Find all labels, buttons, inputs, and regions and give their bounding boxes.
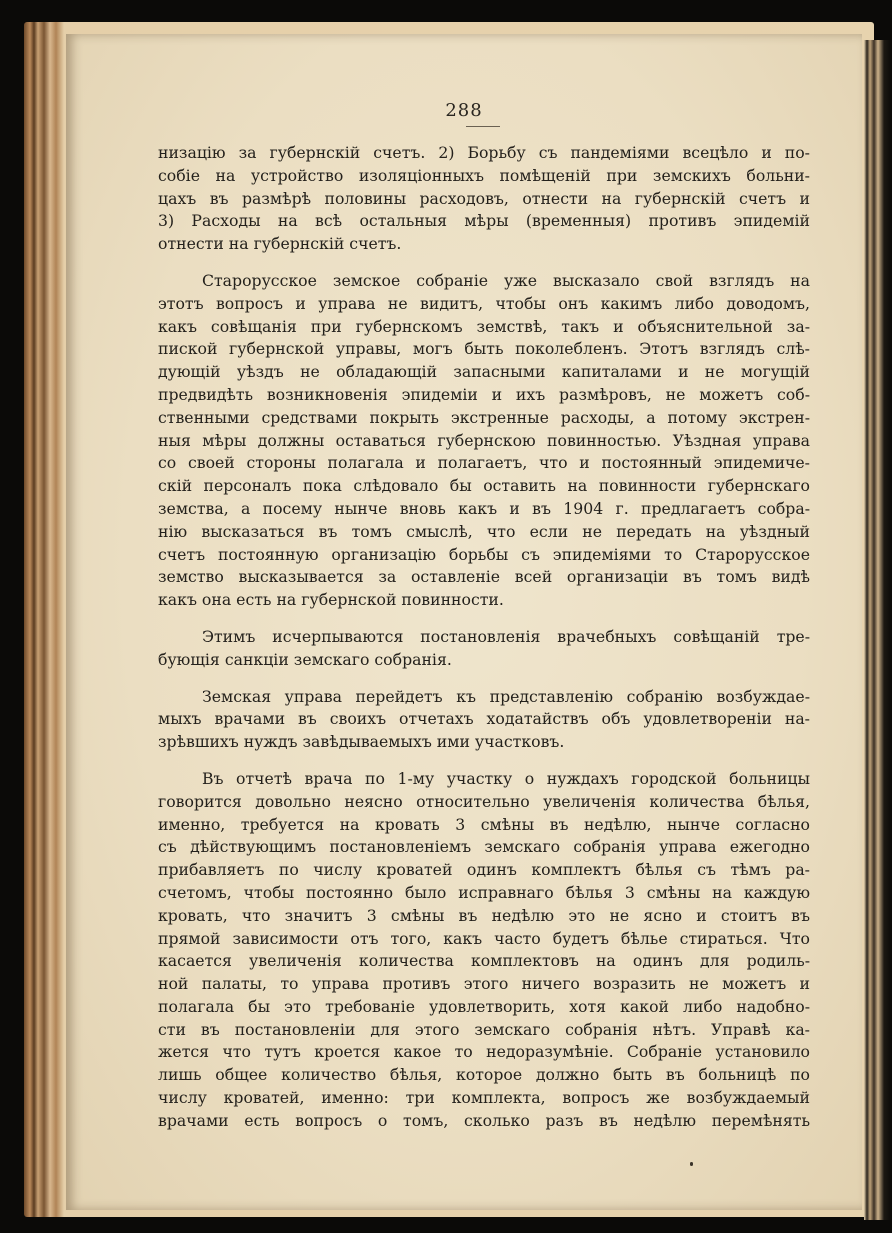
text-line: нію высказаться въ томъ смыслѣ, что если не передать на уѣздный bbox=[158, 521, 810, 541]
text-line: прибавляетъ по числу кроватей одинъ комплектъ бѣлья съ тѣмъ ра- bbox=[158, 860, 810, 880]
text-line: пиской губернской управы, могъ быть поколебленъ. Этотъ взглядъ слѣ- bbox=[158, 339, 810, 359]
text-line: касается увеличенія количества комплектовъ на одинъ для родиль- bbox=[158, 951, 810, 971]
text-line: скій персоналъ пока слѣдовало бы оставить на повинности губернскаго bbox=[158, 476, 810, 496]
text-line: мыхъ врачами въ своихъ отчетахъ ходатайствъ объ удовлетвореніи на- bbox=[158, 709, 810, 729]
text-line: земства, а посему нынче вновь какъ и въ 1904 г. предлагаетъ собра- bbox=[158, 498, 810, 518]
text-line: отнести на губернскій счетъ. bbox=[158, 234, 402, 254]
text-line: прямой зависимости отъ того, какъ часто будетъ бѣлье стираться. Что bbox=[158, 928, 810, 948]
ink-speck bbox=[690, 1162, 693, 1166]
text-line: собіе на устройство изоляціонныхъ помѣщеній при земскихъ больни- bbox=[158, 165, 810, 185]
text-line: кровать, что значитъ 3 смѣны въ недѣлю это не ясно и стоитъ въ bbox=[158, 905, 810, 925]
paragraph bbox=[158, 768, 810, 1133]
text-line: 3) Расходы на всѣ остальныя мѣры (временныя) противъ эпидемій bbox=[158, 211, 810, 231]
body-text bbox=[158, 142, 810, 1133]
text-line: Старорусское земское собраніе уже высказало свой взглядъ на bbox=[202, 270, 810, 290]
paragraph bbox=[158, 626, 810, 672]
paragraph bbox=[158, 142, 810, 256]
text-line: ственными средствами покрыть экстренные расходы, а потому экстрен- bbox=[158, 407, 810, 427]
text-line: дующій уѣздъ не обладающій запасными капиталами и не могущій bbox=[158, 362, 810, 382]
text-line: говорится довольно неясно относительно увеличенія количества бѣлья, bbox=[158, 791, 810, 811]
paragraph bbox=[158, 686, 810, 754]
text-line: низацію за губернскій счетъ. 2) Борьбу съ пандеміями всецѣло и по- bbox=[158, 143, 810, 162]
text-line: лишь общее количество бѣлья, которое должно быть въ больницѣ по bbox=[158, 1065, 810, 1085]
text-line: числу кроватей, именно: три комплекта, вопросъ же возбуждаемый bbox=[158, 1088, 810, 1108]
book-right-edge bbox=[864, 40, 892, 1220]
text-line: какъ она есть на губернской повинности. bbox=[158, 590, 504, 610]
text-line: полагала бы это требованіе удовлетворить, хотя какой либо надобно- bbox=[158, 996, 810, 1016]
text-line: этотъ вопросъ и управа не видитъ, чтобы онъ какимъ либо доводомъ, bbox=[158, 293, 810, 313]
text-line: ныя мѣры должны оставаться губернскою повинностью. Уѣздная управа bbox=[158, 430, 810, 450]
text-line: счетъ постоянную организацію борьбы съ эпидеміями то Старорусское bbox=[158, 544, 810, 564]
text-line: именно, требуется на кровать 3 смѣны въ недѣлю, нынче согласно bbox=[158, 814, 810, 834]
text-line: цахъ въ размѣрѣ половины расходовъ, отнести на губернскій счетъ и bbox=[158, 188, 810, 208]
text-line: ной палаты, то управа противъ этого ничего возразить не можетъ и bbox=[158, 974, 810, 994]
text-line: Въ отчетѣ врача по 1-му участку о нуждахъ городской больницы bbox=[202, 768, 810, 788]
page-number-underline bbox=[466, 126, 500, 127]
text-line: сти въ постановленіи для этого земскаго собранія нѣтъ. Управѣ ка- bbox=[158, 1019, 810, 1039]
text-line: со своей стороны полагала и полагаетъ, что и постоянный эпидемиче- bbox=[158, 453, 810, 473]
text-line: предвидѣть возникновенія эпидеміи и ихъ размѣровъ, не можетъ соб- bbox=[158, 384, 810, 404]
text-line: врачами есть вопросъ о томъ, сколько разъ въ недѣлю перемѣнять bbox=[158, 1110, 810, 1130]
text-line: зрѣвшихъ нуждъ завѣдываемыхъ ими участковъ. bbox=[158, 732, 565, 752]
text-line: счетомъ, чтобы постоянно было исправнаго бѣлья 3 смѣны на каждую bbox=[158, 882, 810, 902]
text-line: жется что тутъ кроется какое то недоразумѣніе. Собраніе установило bbox=[158, 1042, 810, 1062]
text-line: бующія санкціи земскаго собранія. bbox=[158, 649, 452, 669]
page-number: 288 bbox=[445, 100, 483, 121]
text-line: какъ совѣщанія при губернскомъ земствѣ, такъ и объяснительной за- bbox=[158, 316, 810, 336]
text-line: съ дѣйствующимъ постановленіемъ земскаго собранія управа ежегодно bbox=[158, 837, 810, 857]
paragraph bbox=[158, 270, 810, 612]
text-line: Этимъ исчерпываются постановленія врачебныхъ совѣщаній тре- bbox=[202, 626, 810, 646]
book-page bbox=[66, 34, 862, 1210]
text-line: земство высказывается за оставленіе всей организаціи въ томъ видѣ bbox=[158, 567, 810, 587]
text-line: Земская управа перейдетъ къ представленію собранію возбуждае- bbox=[202, 686, 810, 706]
